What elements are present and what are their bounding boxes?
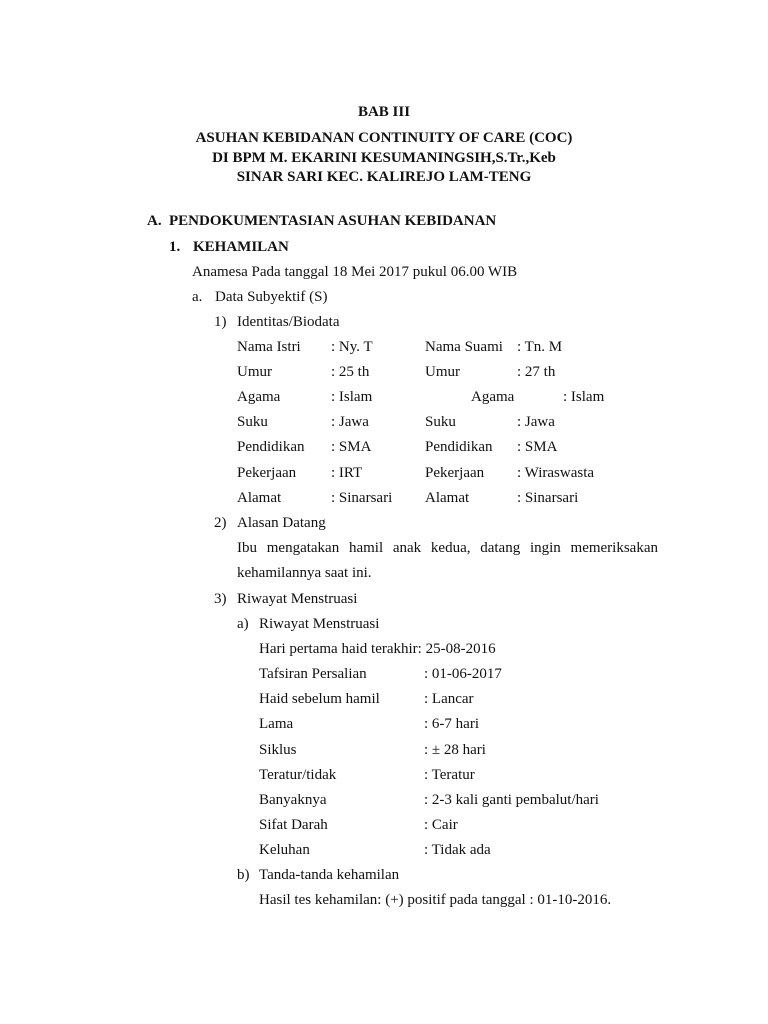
age-label-left: Umur (237, 364, 272, 380)
education-value-right: : SMA (517, 439, 558, 455)
menstruation-row-label: Teratur/tidak (259, 767, 337, 783)
riwayat-a-label: Riwayat Menstruasi (259, 616, 380, 632)
alasan-label: Alasan Datang (237, 515, 326, 531)
chapter-heading: BAB III (357, 104, 411, 120)
ethnicity-value-right: : Jawa (517, 414, 555, 430)
riwayat-b-marker: b) (237, 867, 250, 883)
address-value-left: : Sinarsari (331, 490, 393, 506)
riwayat-marker: 3) (214, 591, 227, 607)
religion-label-left: Agama (237, 389, 281, 405)
alasan-marker: 2) (214, 515, 227, 531)
anamnesa-line: Anamesa Pada tanggal 18 Mei 2017 pukul 06.00 WIB (192, 264, 518, 280)
religion-label-right: Agama (471, 389, 515, 405)
ethnicity-value-left: : Jawa (331, 414, 369, 430)
title-line-3: SINAR SARI KEC. KALIREJO LAM-TENG (236, 169, 532, 185)
menstruation-row-label: Tafsiran Persalian (259, 666, 367, 682)
menstruation-row-value: : 01-06-2017 (424, 666, 502, 682)
subsection-1-title: KEHAMILAN (193, 239, 289, 255)
education-label-left: Pendidikan (237, 439, 305, 455)
title-line-2: DI BPM M. EKARINI KESUMANINGSIH,S.Tr.,Keb (212, 150, 556, 166)
education-label-right: Pendidikan (425, 439, 493, 455)
age-value-right: : 27 th (517, 364, 556, 380)
menstruation-row-value: : Teratur (424, 767, 475, 783)
occupation-label-left: Pekerjaan (237, 465, 297, 481)
wife-value: : Ny. T (331, 339, 373, 355)
identitas-marker: 1) (214, 314, 227, 330)
ethnicity-label-left: Suku (237, 414, 268, 430)
data-subjektif-label: Data Subyektif (S) (215, 289, 328, 305)
address-label-left: Alamat (237, 490, 282, 506)
riwayat-a-marker: a) (237, 616, 249, 632)
husband-label: Nama Suami (425, 339, 503, 355)
menstruation-row-value: : ± 28 hari (424, 742, 486, 758)
riwayat-b-label: Tanda-tanda kehamilan (259, 867, 400, 883)
age-label-right: Umur (425, 364, 460, 380)
menstruation-row-label: Banyaknya (259, 792, 327, 808)
menstruation-row-value: : Lancar (424, 691, 474, 707)
address-value-right: : Sinarsari (517, 490, 579, 506)
age-value-left: : 25 th (331, 364, 370, 380)
religion-value-right: : Islam (563, 389, 605, 405)
menstruation-row-label: Sifat Darah (259, 817, 328, 833)
menstruation-row-label: Siklus (259, 742, 297, 758)
address-label-right: Alamat (425, 490, 470, 506)
occupation-label-right: Pekerjaan (425, 465, 485, 481)
title-line-1: ASUHAN KEBIDANAN CONTINUITY OF CARE (COC) (195, 130, 573, 146)
menstruation-row-label: Haid sebelum hamil (259, 691, 380, 707)
menstruation-row-value: : 6-7 hari (424, 716, 479, 732)
alasan-text-line-2: kehamilannya saat ini. (237, 565, 372, 581)
pregnancy-test-line: Hasil tes kehamilan: (+) positif pada tanggal : 01-10-2016. (259, 892, 612, 908)
menstruation-row-value: : Tidak ada (424, 842, 491, 858)
occupation-value-left: : IRT (331, 465, 363, 481)
menstruation-row-label: Keluhan (259, 842, 310, 858)
menstruation-row-value: : Cair (424, 817, 458, 833)
identitas-label: Identitas/Biodata (237, 314, 340, 330)
section-a-title: PENDOKUMENTASIAN ASUHAN KEBIDANAN (169, 213, 497, 229)
husband-value: : Tn. M (517, 339, 563, 355)
menstruation-row-label: Lama (259, 716, 294, 732)
section-a-marker: A. (147, 213, 162, 229)
wife-label: Nama Istri (237, 339, 301, 355)
religion-value-left: : Islam (331, 389, 373, 405)
riwayat-label: Riwayat Menstruasi (237, 591, 358, 607)
education-value-left: : SMA (331, 439, 372, 455)
menstruation-row-value: : 2-3 kali ganti pembalut/hari (424, 792, 599, 808)
ethnicity-label-right: Suku (425, 414, 456, 430)
hpht-line: Hari pertama haid terakhir: 25-08-2016 (259, 641, 496, 657)
occupation-value-right: : Wiraswasta (517, 465, 595, 481)
alasan-text-line-1: Ibu mengatakan hamil anak kedua, datang ingin memeriksakan (237, 540, 658, 556)
subsection-1-marker: 1. (169, 239, 181, 255)
data-subjektif-marker: a. (192, 289, 203, 305)
